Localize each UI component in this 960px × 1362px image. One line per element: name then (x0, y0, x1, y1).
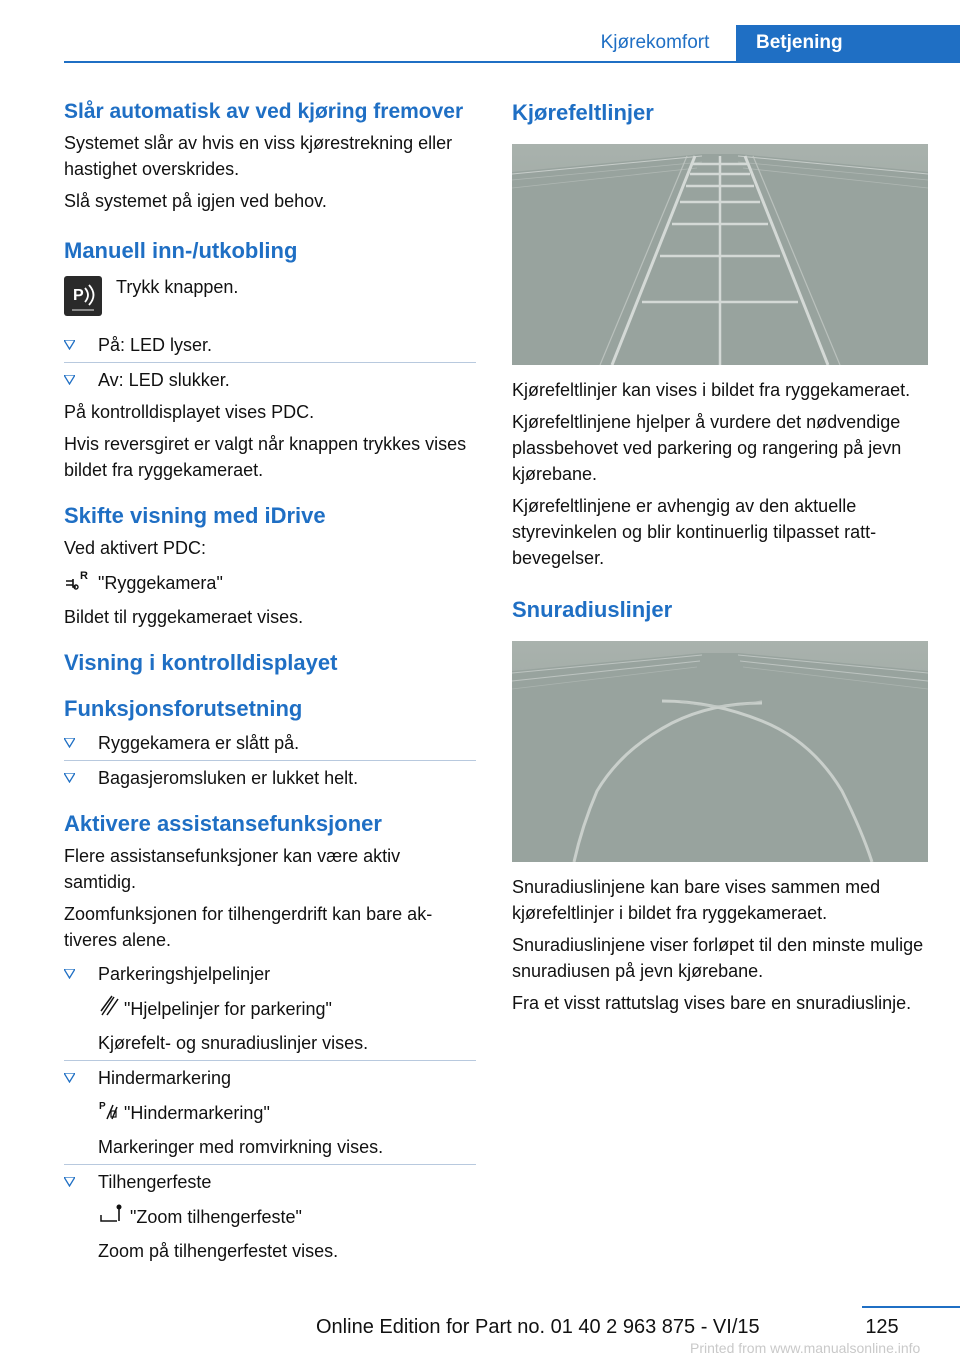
paragraph: Bildet til ryggekameraet vises. (64, 607, 304, 627)
paragraph: Ved aktivert PDC: (64, 538, 207, 558)
list-item-description: Zoom på tilhengerfestet vises. (98, 1241, 339, 1261)
divider (64, 1164, 476, 1165)
list-item-text: Ryggekamera er slått på. (98, 733, 300, 753)
heading-assist: Aktivere assistansefunksjoner (64, 811, 382, 836)
list-item (64, 765, 476, 791)
triangle-bullet-icon (64, 1065, 98, 1083)
paragraph: Snuradiuslinjene viser forløpet til den minste mulige snuradiusen på jevn kjørebane. (512, 935, 924, 981)
paragraph: På kontrolldisplayet vises PDC. (64, 402, 315, 422)
menu-item-row (64, 1097, 476, 1128)
menu-item-text: "Zoom tilhengerfeste" (130, 1206, 302, 1227)
list-item-text: Bagasjeromsluken er lukket helt. (98, 768, 359, 788)
paragraph: Flere assistansefunksjoner kan være aktiv samtidig. (64, 846, 401, 892)
list-item (64, 367, 476, 393)
list-item-description: Markeringer med romvirkning vises. (98, 1137, 384, 1157)
parking-lines-icon (98, 993, 120, 1024)
svg-text:P: P (99, 1101, 106, 1112)
list-item (64, 1065, 476, 1091)
press-instruction: Trykk knappen. (116, 277, 239, 297)
divider (64, 362, 476, 363)
paragraph: Fra et visst rattutslag vises bare en snuradiuslinje. (512, 993, 912, 1013)
list-item-description: Kjørefelt- og snuradiuslinjer vises. (98, 1033, 369, 1053)
menu-item-text: "Ryggekamera" (98, 572, 223, 593)
menu-item-text: "Hindermarkering" (124, 1102, 270, 1123)
triangle-bullet-icon (64, 1169, 98, 1187)
list-item (64, 1169, 476, 1195)
svg-text:R: R (80, 570, 88, 582)
menu-item-text: "Hjelpelinjer for parkering" (124, 998, 332, 1019)
left-column (64, 100, 476, 1264)
heading-prerequisites: Funksjonsforutsetning (64, 696, 303, 721)
paragraph: Hvis reversgiret er valgt når knappen trykkes vises bildet fra ryggekameraet. (64, 434, 467, 480)
obstacle-marking-icon (98, 1097, 120, 1128)
paragraph: Slå systemet på igjen ved behov. (64, 191, 327, 211)
header-rule (64, 61, 960, 63)
heading-auto-off: Slår automatisk av ved kjøring fremover (64, 100, 464, 123)
divider (64, 760, 476, 761)
paragraph: Kjørefeltlinjene er avhengig av den aktuelle styrevinkelen og blir kontinuerlig tilpasset rattbevegelser. (512, 496, 877, 568)
triangle-bullet-icon (64, 765, 98, 783)
paragraph: Systemet slår av hvis en viss kjørestrekning eller hastighet overskrides. (64, 133, 453, 179)
list-item (64, 730, 476, 756)
heading-display: Visning i kontrolldisplayet (64, 650, 338, 675)
press-button-row (64, 272, 476, 316)
heading-lane-lines: Kjørefeltlinjer (512, 100, 654, 125)
page-number: 125 (865, 1316, 899, 1338)
tab-chapter: Kjørekomfort (600, 32, 710, 53)
heading-turn-radius: Snuradiuslinjer (512, 597, 673, 622)
menu-item-row (64, 993, 476, 1024)
menu-item-row (64, 1201, 476, 1232)
rear-camera-icon (64, 567, 92, 598)
trailer-hitch-icon (98, 1201, 126, 1232)
triangle-bullet-icon (64, 332, 98, 350)
pdc-button-icon (64, 276, 102, 316)
list-item-text: På: LED lyser. (98, 335, 213, 355)
divider (64, 1060, 476, 1061)
right-column (512, 100, 930, 1016)
page-number-rule (862, 1306, 960, 1308)
paragraph: Zoomfunksjonen for tilhengerdrift kan bare aktiveres alene. (64, 904, 433, 950)
lane-lines-illustration (512, 144, 928, 365)
paragraph: Kjørefeltlinjer kan vises i bildet fra ryggekameraet. (512, 380, 911, 400)
list-item (64, 961, 476, 987)
list-item-text: Tilhengerfeste (98, 1172, 212, 1192)
list-item-text: Av: LED slukker. (98, 370, 230, 390)
list-item-text: Parkeringshjelpelinjer (98, 964, 271, 984)
svg-text:P: P (73, 287, 84, 304)
triangle-bullet-icon (64, 367, 98, 385)
heading-switch-view: Skifte visning med iDrive (64, 503, 326, 528)
paragraph: Kjørefeltlinjene hjelper å vurdere det nødvendige plassbehovet ved parkering og rangering på jevn kjørebane. (512, 412, 902, 484)
heading-manual: Manuell inn-/utkobling (64, 238, 298, 263)
list-item (64, 332, 476, 358)
turn-radius-illustration (512, 641, 928, 862)
triangle-bullet-icon (64, 961, 98, 979)
triangle-bullet-icon (64, 730, 98, 748)
paragraph: Snuradiuslinjene kan bare vises sammen med kjørefeltlinjer i bildet fra ryggekameraet. (512, 877, 881, 923)
tab-section: Betjening (736, 25, 960, 61)
list-item-text: Hindermarkering (98, 1068, 232, 1088)
menu-item-row (64, 567, 476, 598)
watermark: Printed from www.manualsonline.info (690, 1340, 921, 1356)
footer-edition: Online Edition for Part no. 01 40 2 963 875 - VI/15 (316, 1316, 760, 1338)
